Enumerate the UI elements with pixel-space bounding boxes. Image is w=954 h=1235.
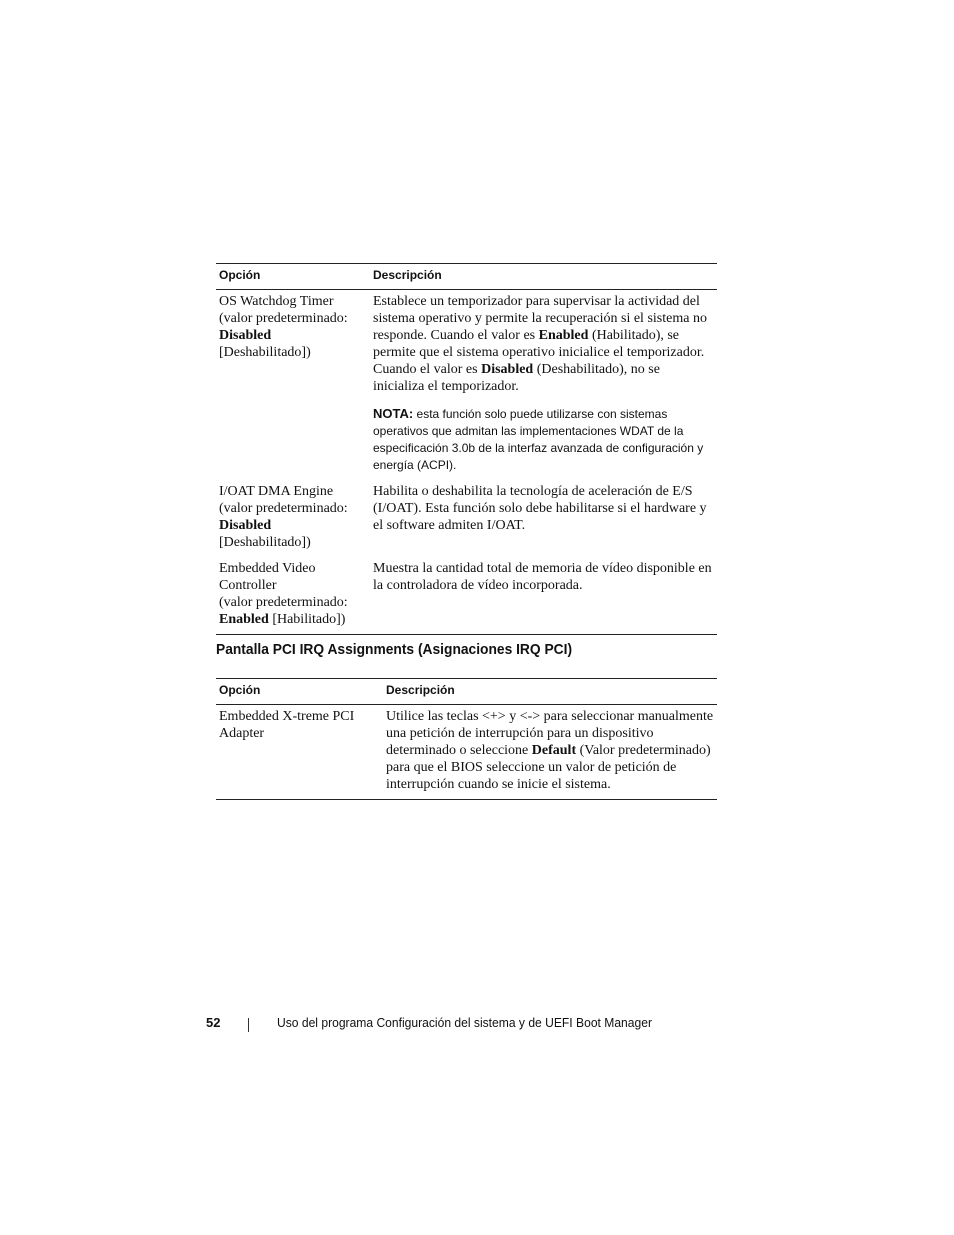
section-heading: Pantalla PCI IRQ Assignments (Asignaciones IRQ PCI) (216, 641, 573, 658)
table-header-row (216, 679, 717, 705)
column-header-description: Descripción (386, 683, 455, 697)
option-default-suffix: [Deshabilitado]) (219, 535, 311, 550)
option-default-value: Disabled (219, 328, 272, 343)
description-fragment: (Deshabilitado), no se inicializa el temporizador. (373, 362, 660, 394)
table-header-row (216, 264, 717, 290)
column-header-option: Opción (219, 268, 261, 282)
description-fragment: Utilice las teclas <+> y <-> para seleccionar manualmente una petición de interrupción para un dispositivo determinado o seleccione (386, 709, 714, 758)
description-fragment: Establece un temporizador para supervisar la actividad del sistema operativo y permite la recuperación si el sistema no responde. Cuando el valor es (373, 294, 707, 343)
description-cell: Habilita o deshabilita la tecnología de aceleración de E/S (I/OAT). Esta función solo debe habilitarse si el hardware y el software admiten I/OAT. (373, 484, 707, 533)
description-cell (370, 290, 717, 481)
column-header-option: Opción (219, 683, 261, 697)
description-cell (383, 705, 717, 800)
footer-title: Uso del programa Configuración del sistema y de UEFI Boot Manager (277, 1015, 652, 1030)
option-default-prefix: (valor predeterminado: (219, 311, 348, 326)
description-emphasis: Disabled (481, 362, 534, 377)
description-cell: Muestra la cantidad total de memoria de vídeo disponible en la controladora de vídeo incorporada. (373, 561, 712, 593)
option-name: OS Watchdog Timer (219, 294, 334, 309)
description-fragment: (Valor predeterminado) para que el BIOS seleccione un valor de petición de interrupción cuando se inicie el sistema. (386, 743, 711, 792)
options-table-system-settings (216, 263, 717, 635)
options-table-pci-irq (216, 678, 717, 800)
description-emphasis: Default (531, 743, 577, 758)
description-emphasis: Enabled (538, 328, 589, 343)
option-cell (216, 290, 370, 481)
option-default-prefix: (valor predeterminado: (219, 595, 348, 610)
option-cell: Embedded X-treme PCI Adapter (219, 709, 355, 741)
option-default-suffix: [Habilitado]) (268, 612, 346, 627)
note-block (373, 405, 714, 474)
table-row (216, 557, 717, 635)
option-default-value: Disabled (219, 518, 272, 533)
description-fragment: (Habilitado), se permite que el sistema operativo inicialice el temporizador. Cuando el valor es (373, 328, 705, 377)
option-cell (216, 480, 370, 557)
option-default-value: Enabled (219, 612, 269, 627)
table-row (216, 705, 717, 800)
note-text: esta función solo puede utilizarse con sistemas operativos que admitan las implementaciones WDAT de la especificación 3.0b de la interfaz avanzada de configuración y energía (ACPI). (373, 407, 704, 472)
page-number: 52 (206, 1015, 221, 1030)
note-label: NOTA: (373, 406, 414, 421)
table-row (216, 480, 717, 557)
table-row (216, 290, 717, 481)
option-cell (216, 557, 370, 635)
footer-separator (248, 1018, 249, 1032)
column-header-description: Descripción (373, 268, 442, 282)
option-default-prefix: (valor predeterminado: (219, 501, 348, 516)
description-text (373, 293, 714, 395)
option-name: Embedded Video Controller (219, 561, 316, 593)
option-default-suffix: [Deshabilitado]) (219, 345, 311, 360)
option-name: I/OAT DMA Engine (219, 484, 334, 499)
